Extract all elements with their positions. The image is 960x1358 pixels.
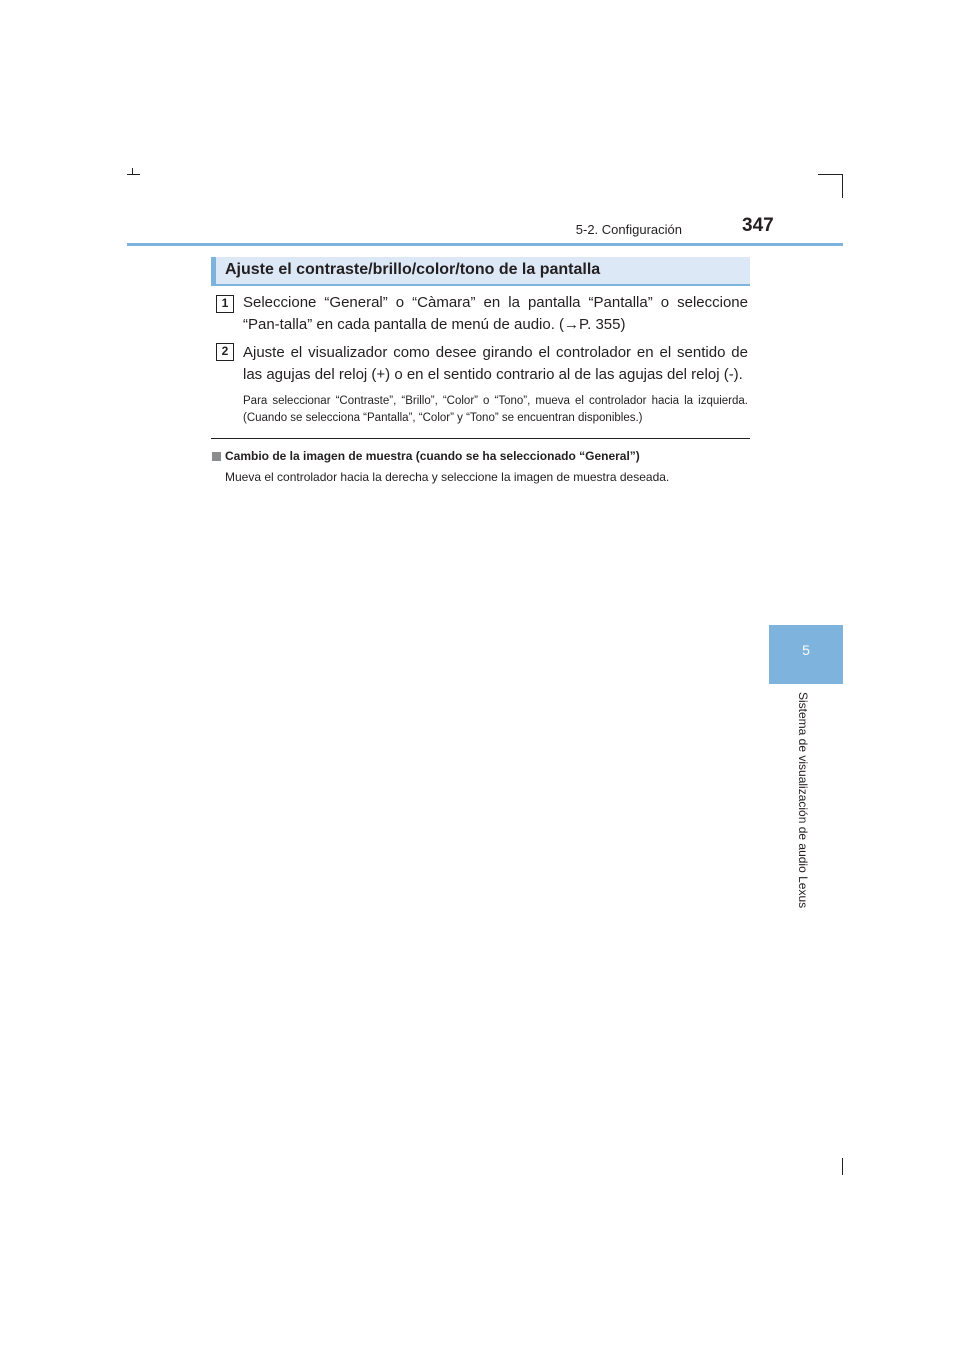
square-bullet-icon (212, 452, 221, 461)
page-number: 347 (742, 215, 774, 236)
chapter-number: 5 (802, 642, 810, 658)
step-2-badge: 2 (216, 343, 234, 361)
step-1-text: Seleccione “General” o “Càmara” en la pantalla “Pantalla” o seleccione “Pan-talla” en cada pantalla de menú de audio. (→P. 355) (243, 294, 748, 333)
step-note: Para seleccionar “Contraste”, “Brillo”, “Color” o “Tono”, mueva el controlador hacia la izquierda. (Cuando se selecciona “Pantalla”, “Color” y “Tono” se encuentran disponibles.) (243, 395, 748, 424)
section-title: Ajuste el contraste/brillo/color/tono de la pantalla (225, 261, 601, 278)
crop-mark-bottom-right (842, 1158, 843, 1175)
info-body: Mueva el controlador hacia la derecha y seleccione la imagen de muestra deseada. (225, 470, 670, 484)
crop-mark-top-right-vertical (842, 174, 843, 198)
chapter-tab (769, 625, 843, 684)
section-divider (211, 438, 750, 439)
step-2-text: Ajuste el visualizador como desee girando el controlador en el sentido de las agujas del reloj (+) o en el sentido contrario al de las agujas del reloj (-). (243, 344, 748, 383)
step-1-badge: 1 (216, 295, 234, 313)
crop-mark-top-left (127, 174, 140, 175)
section-heading (211, 257, 750, 286)
chapter-title: Sistema de visualización de audio Lexus (796, 692, 810, 909)
crop-mark-top-left-tick (132, 168, 133, 174)
header-rule (127, 243, 843, 246)
crop-mark-top-right (818, 174, 843, 175)
running-header-section: 5-2. Configuración (575, 222, 682, 237)
info-title: Cambio de la imagen de muestra (cuando se ha seleccionado “General”) (225, 449, 640, 463)
